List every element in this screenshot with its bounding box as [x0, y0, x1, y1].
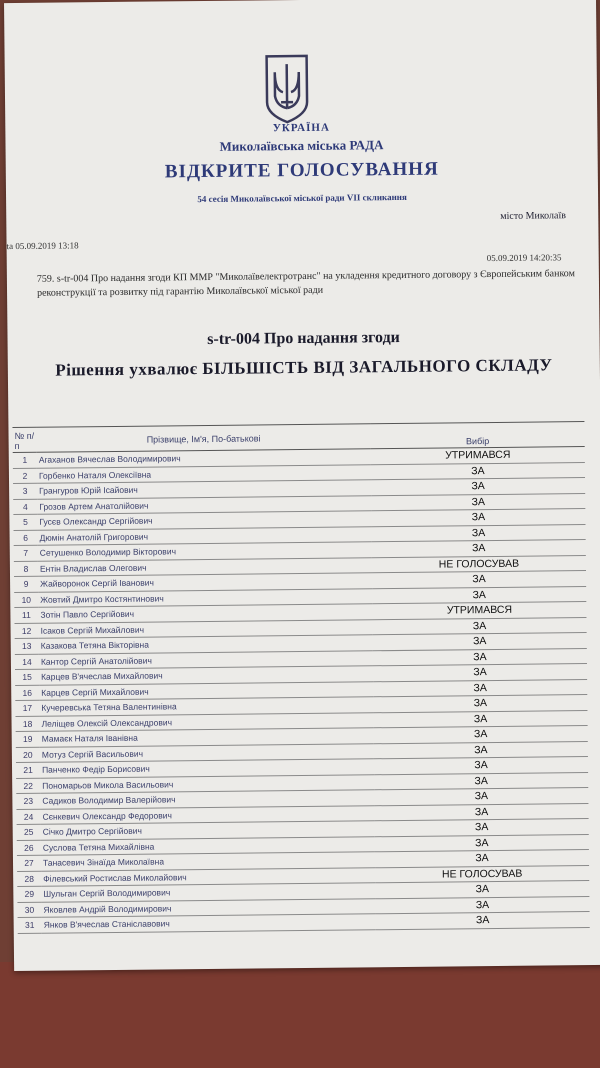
deputy-name: Грангуров Юрій Ісайович — [37, 480, 371, 499]
row-number: 14 — [15, 654, 39, 670]
table-surface — [0, 962, 600, 1068]
deputy-name: Ісаков Сергій Михайлович — [39, 619, 373, 638]
vote-choice: ЗА — [374, 726, 588, 744]
deputy-name: Мотуз Сергій Васильович — [40, 743, 374, 762]
vote-choice: ЗА — [375, 896, 589, 914]
vote-choice: ЗА — [372, 617, 586, 635]
deputy-name: Садиков Володимир Валерійович — [40, 790, 374, 809]
deputy-name: Карцев Сергій Михайлович — [39, 681, 373, 700]
row-number: 26 — [17, 840, 41, 856]
row-number: 8 — [14, 561, 38, 577]
vote-choice: УТРИМАВСЯ — [371, 447, 585, 465]
vote-choice: НЕ ГОЛОСУВАВ — [372, 555, 586, 573]
vote-choice: НЕ ГОЛОСУВАВ — [375, 865, 589, 883]
row-number: 13 — [15, 638, 39, 654]
row-number: 11 — [14, 607, 38, 623]
row-number: 27 — [17, 855, 41, 871]
deputy-name: Яковлев Андрій Володимирович — [41, 898, 375, 917]
vote-choice: ЗА — [371, 462, 585, 480]
column-header-name: Прізвище, Ім'я, По-батькові — [36, 424, 370, 452]
row-number: 17 — [15, 700, 39, 716]
vote-choice: ЗА — [372, 524, 586, 542]
document-title: ВІДКРИТЕ ГОЛОСУВАННЯ — [164, 158, 439, 183]
vote-choice: ЗА — [374, 772, 588, 790]
deputy-name: Казакова Тетяна Вікторівна — [39, 635, 373, 654]
vote-choice: ЗА — [375, 881, 589, 899]
vote-choice: ЗА — [372, 540, 586, 558]
document-page — [4, 0, 600, 971]
city-name: місто Миколаїв — [500, 210, 567, 222]
deputy-name: Філевський Ростислав Миколайович — [41, 867, 375, 886]
deputy-name: Дюмін Анатолій Григорович — [38, 526, 372, 545]
row-number: 6 — [14, 530, 38, 546]
row-number: 22 — [16, 778, 40, 794]
deputy-name: Кантор Сергій Анатолійович — [39, 650, 373, 669]
country-name: УКРАЇНА — [272, 121, 330, 135]
deputy-name: Гусєв Олександр Сергійович — [37, 511, 371, 530]
row-number: 9 — [14, 576, 38, 592]
deputy-name: Танасевич Зінаїда Миколаївна — [41, 852, 375, 871]
row-number: 3 — [13, 483, 37, 499]
votes-table-body — [13, 447, 590, 933]
vote-choice: ЗА — [376, 912, 590, 930]
deputy-name: Зотін Павло Сергійович — [38, 604, 372, 623]
vote-choice: ЗА — [371, 478, 585, 496]
row-number: 28 — [17, 871, 41, 887]
vote-choice: ЗА — [371, 493, 585, 511]
row-number: 25 — [17, 824, 41, 840]
deputy-name: Карцев В'ячеслав Михайлович — [39, 666, 373, 685]
vote-timestamp: 05.09.2019 14:20:35 — [486, 252, 562, 264]
vote-choice: УТРИМАВСЯ — [372, 602, 586, 620]
deputy-name: Суслова Тетяна Михайлівна — [41, 836, 375, 855]
row-number: 16 — [15, 685, 39, 701]
decision-text: Рішення ухвалює БІЛЬШІСТЬ ВІД ЗАГАЛЬНОГО СКЛАДУ — [55, 355, 553, 380]
vote-choice: ЗА — [373, 664, 587, 682]
vote-choice: ЗА — [374, 788, 588, 806]
vote-choice: ЗА — [373, 695, 587, 713]
row-number: 5 — [13, 514, 37, 530]
row-number: 24 — [16, 809, 40, 825]
deputy-name: Кучеревська Тетяна Валентинівна — [39, 697, 373, 716]
deputy-name: Мамаєк Наталя Іванівна — [40, 728, 374, 747]
deputy-name: Грозов Артем Анатолійович — [37, 495, 371, 514]
deputy-name: Пономарьов Микола Васильович — [40, 774, 374, 793]
column-header-number: № п/п — [12, 427, 36, 452]
column-header-choice: Вибір — [370, 422, 584, 449]
vote-choice: ЗА — [375, 834, 589, 852]
vote-choice: ЗА — [374, 741, 588, 759]
row-number: 10 — [14, 592, 38, 608]
vote-choice: ЗА — [373, 710, 587, 728]
row-number: 31 — [18, 917, 42, 933]
deputy-name: Агаханов Вячеслав Володимирович — [37, 449, 371, 468]
deputy-name: Янков В'ячеслав Станіславович — [42, 914, 376, 933]
deputy-name: Жовтий Дмитро Костянтинович — [38, 588, 372, 607]
agenda-item-description: 759. s-tr-004 Про надання згоди КП ММР "Миколаївелектротранс" на укладення кредитного договору з Європейським банком реконструкції та розвитку під гарантію Миколаївської міської ради — [36, 268, 575, 299]
deputy-name: Сетушенко Володимир Вікторович — [38, 542, 372, 561]
row-number: 29 — [17, 886, 41, 902]
row-number: 2 — [13, 468, 37, 484]
deputy-name: Горбенко Наталя Олексіївна — [37, 464, 371, 483]
deputy-name: Панченко Федір Борисович — [40, 759, 374, 778]
vote-choice: ЗА — [373, 679, 587, 697]
vote-choice: ЗА — [375, 819, 589, 837]
row-number: 23 — [16, 793, 40, 809]
row-number: 30 — [17, 902, 41, 918]
row-number: 19 — [16, 731, 40, 747]
vote-choice: ЗА — [374, 757, 588, 775]
row-number: 7 — [14, 545, 38, 561]
row-number: 12 — [15, 623, 39, 639]
question-title: s-tr-004 Про надання згоди — [207, 328, 400, 348]
votes-table — [12, 421, 589, 933]
deputy-name: Січко Дмитро Сергійович — [41, 821, 375, 840]
deputy-name: Ентін Владислав Олегович — [38, 557, 372, 576]
row-number: 20 — [16, 747, 40, 763]
row-number: 1 — [13, 452, 37, 468]
deputy-name: Леліщев Олексій Олександрович — [39, 712, 373, 731]
deputy-name: Сєнкевич Олександр Федорович — [40, 805, 374, 824]
council-name: Миколаївська міська РАДА — [219, 137, 384, 154]
session-date: ta 05.09.2019 13:18 — [6, 240, 79, 252]
row-number: 4 — [13, 499, 37, 515]
deputy-name: Шульган Сергій Володимирович — [41, 883, 375, 902]
vote-choice: ЗА — [373, 648, 587, 666]
row-number: 18 — [15, 716, 39, 732]
vote-choice: ЗА — [374, 803, 588, 821]
vote-choice: ЗА — [371, 509, 585, 527]
row-number: 15 — [15, 669, 39, 685]
vote-choice: ЗА — [372, 571, 586, 589]
vote-choice: ЗА — [373, 633, 587, 651]
vote-choice: ЗА — [375, 850, 589, 868]
row-number: 21 — [16, 762, 40, 778]
trident-coat-of-arms-icon — [263, 52, 312, 124]
deputy-name: Жайворонок Сергій Іванович — [38, 573, 372, 592]
vote-choice: ЗА — [372, 586, 586, 604]
session-info: 54 сесія Миколаївської міської ради VII скликання — [197, 191, 407, 205]
